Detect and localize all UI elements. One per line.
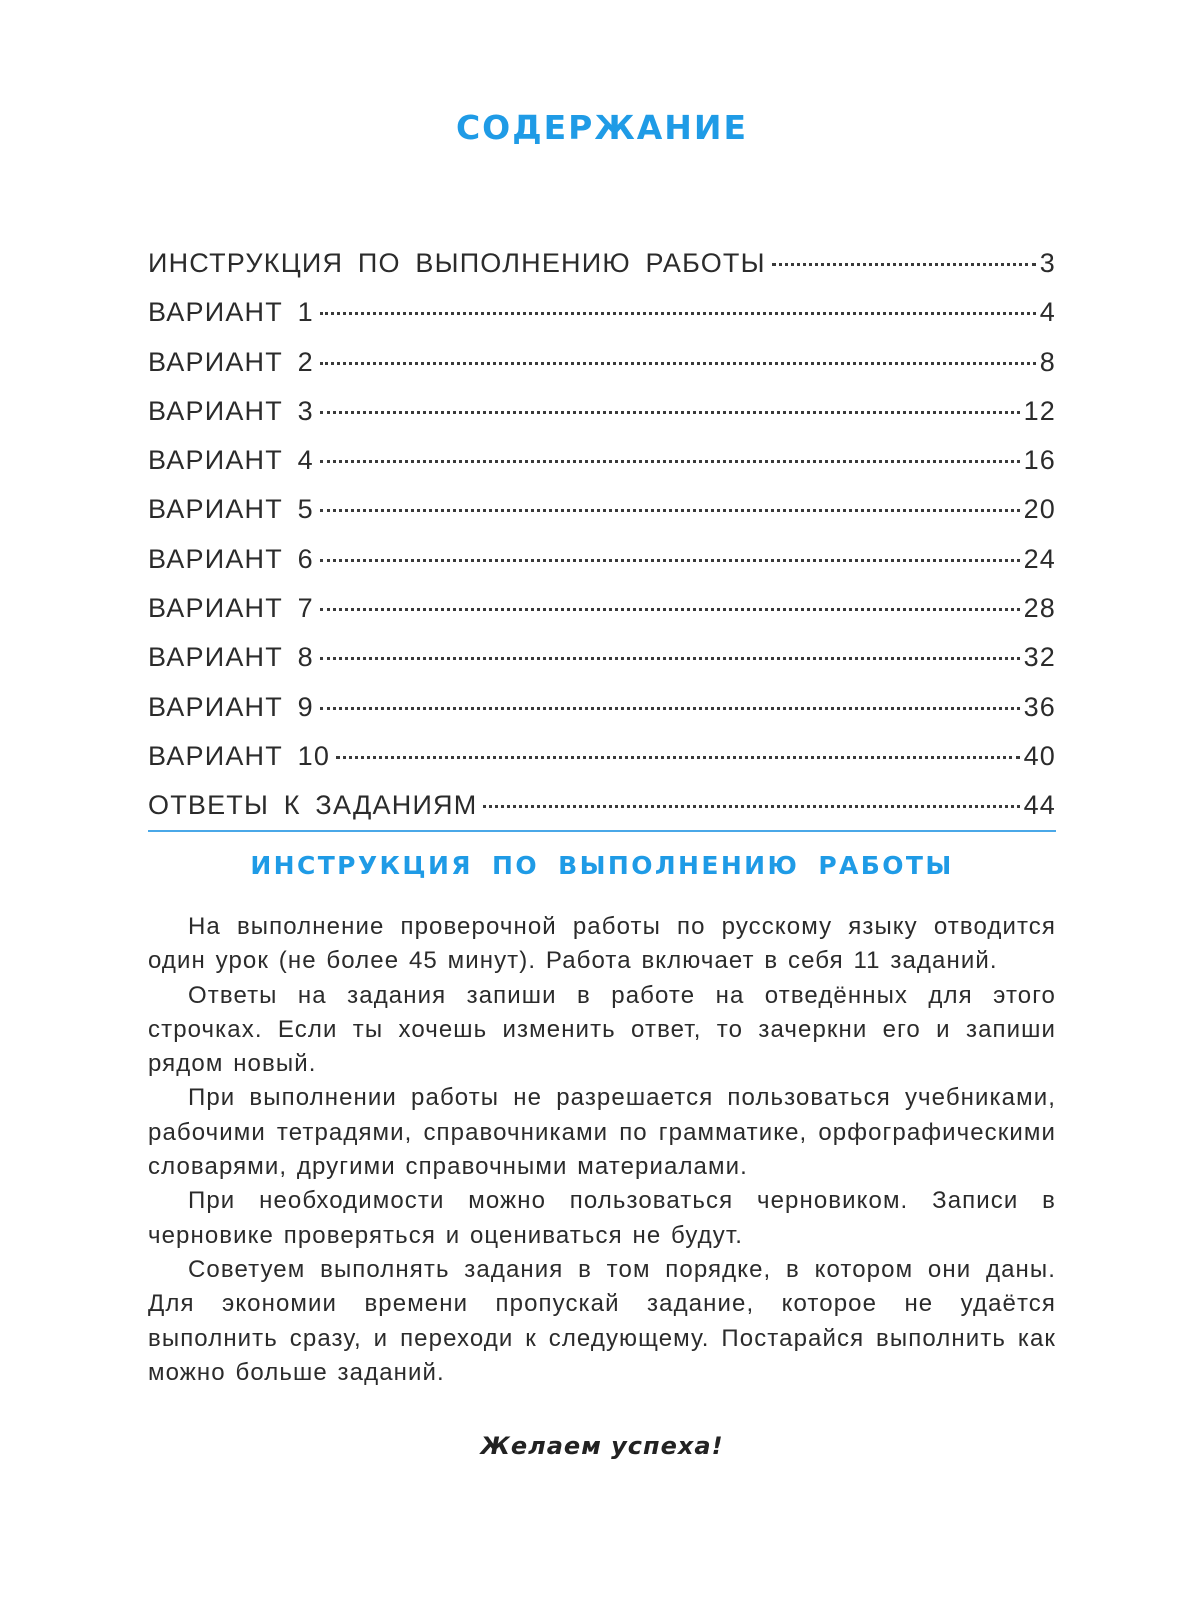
document-page — [148, 0, 1056, 1600]
toc-dot-leader — [772, 263, 1036, 266]
toc-entry-label: ВАРИАНТ 4 — [148, 445, 314, 476]
toc-entry — [148, 494, 1056, 543]
toc-entry — [148, 692, 1056, 741]
toc-entry — [148, 790, 1056, 839]
closing-wish: Желаем успеха! — [480, 1432, 724, 1460]
toc-entry-page: 12 — [1023, 395, 1056, 426]
instructions-paragraph: Советуем выполнять задания в том порядке, в котором они даны. Для экономии времени пропускай задание, которое не удаётся выполнить сразу, и переходи к следующему. Постарайся выполнить как можно больше заданий. — [148, 1255, 1056, 1386]
toc-entry — [148, 642, 1056, 691]
instructions-paragraph: Ответы на задания запиши в работе на отведённых для этого строчках. Если ты хочешь изменить ответ, то зачеркни его и запиши рядом новый. — [148, 981, 1056, 1078]
toc-dot-leader — [320, 707, 1020, 710]
toc-entry-label: ВАРИАНТ 7 — [148, 593, 314, 624]
toc-entry-page: 32 — [1023, 642, 1056, 673]
toc-entry-label: ВАРИАНТ 6 — [148, 543, 314, 574]
toc-entry-page: 16 — [1023, 445, 1056, 476]
instructions-body — [148, 910, 1056, 1390]
toc-entry — [148, 248, 1056, 297]
table-of-contents — [148, 248, 1056, 840]
toc-entry-page: 8 — [1039, 346, 1056, 377]
toc-entry — [148, 396, 1056, 445]
toc-entry-page: 3 — [1039, 248, 1056, 278]
toc-dot-leader — [320, 608, 1020, 611]
toc-dot-leader — [320, 559, 1020, 562]
toc-dot-leader — [320, 657, 1020, 660]
toc-dot-leader — [320, 362, 1036, 365]
instructions-paragraph: При выполнении работы не разрешается пользоваться учебниками, рабочими тетрадями, справочниками по грамматике, орфографическими словарями, другими справочными материалами. — [148, 1084, 1056, 1181]
toc-dot-leader — [320, 411, 1020, 414]
instructions-paragraph: При необходимости можно пользоваться черновиком. Записи в черновике проверяться и оцениваться не будут. — [148, 1187, 1056, 1249]
toc-entry-label: ИНСТРУКЦИЯ ПО ВЫПОЛНЕНИЮ РАБОТЫ — [148, 248, 766, 278]
toc-entry-label: ВАРИАНТ 10 — [148, 740, 331, 771]
section-divider — [148, 830, 1056, 832]
toc-entry — [148, 544, 1056, 593]
toc-entry-label: ВАРИАНТ 8 — [148, 642, 314, 673]
toc-dot-leader — [483, 805, 1019, 808]
toc-dot-leader — [320, 509, 1020, 512]
instructions-paragraph: На выполнение проверочной работы по русскому языку отводится один урок (не более 45 минут). Работа включает в себя 11 заданий. — [148, 913, 1056, 975]
toc-entry-page: 36 — [1023, 691, 1056, 722]
toc-entry-page: 24 — [1023, 543, 1056, 574]
toc-dot-leader — [320, 312, 1036, 315]
toc-dot-leader — [336, 756, 1019, 759]
toc-entry-page: 28 — [1023, 593, 1056, 624]
toc-entry — [148, 445, 1056, 494]
toc-entry-label: ВАРИАНТ 5 — [148, 494, 314, 525]
toc-entry-label: ВАРИАНТ 2 — [148, 346, 314, 377]
toc-entry — [148, 741, 1056, 790]
toc-entry-page: 4 — [1039, 297, 1056, 328]
toc-entry-page: 20 — [1023, 494, 1056, 525]
toc-entry — [148, 593, 1056, 642]
toc-entry — [148, 297, 1056, 346]
toc-entry-label: ОТВЕТЫ К ЗАДАНИЯМ — [148, 790, 478, 821]
instructions-title: ИНСТРУКЦИЯ ПО ВЫПОЛНЕНИЮ РАБОТЫ — [250, 851, 954, 880]
toc-entry-label: ВАРИАНТ 1 — [148, 297, 314, 328]
page-title: СОДЕРЖАНИЕ — [455, 108, 749, 147]
toc-entry-label: ВАРИАНТ 9 — [148, 691, 314, 722]
toc-dot-leader — [320, 460, 1020, 463]
toc-entry — [148, 347, 1056, 396]
toc-entry-label: ВАРИАНТ 3 — [148, 395, 314, 426]
toc-entry-page: 40 — [1023, 740, 1056, 771]
toc-entry-page: 44 — [1023, 790, 1056, 821]
